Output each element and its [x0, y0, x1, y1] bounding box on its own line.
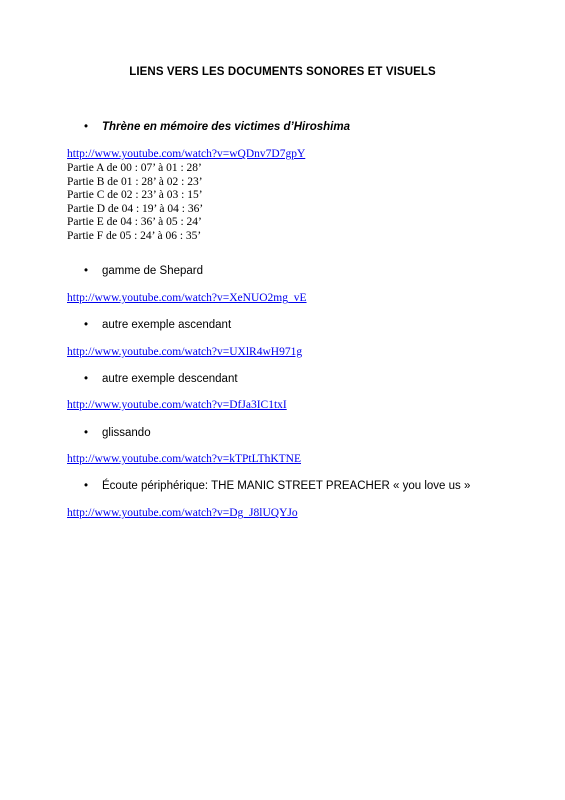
section-heading-text: autre exemple ascendant [102, 319, 232, 331]
bullet-icon: • [84, 427, 89, 439]
bullet-icon: • [84, 480, 89, 492]
part-a-line: Partie A de 00 : 07’ à 01 : 28’ [67, 162, 202, 174]
section-heading-hiroshima [84, 121, 350, 133]
section-heading-glissando [84, 427, 151, 439]
parts-list [67, 162, 203, 244]
section-heading-ascendant [84, 319, 231, 331]
bullet-icon: • [84, 373, 89, 385]
section-heading-ecoute [84, 480, 470, 492]
bullet-icon: • [84, 121, 89, 133]
section-heading-text: gamme de Shepard [102, 265, 204, 277]
section-heading-text: Thrène en mémoire des victimes d’Hiroshima [102, 121, 350, 133]
section-heading-text: autre exemple descendant [102, 373, 238, 385]
youtube-link-glissando[interactable]: http://www.youtube.com/watch?v=kTPtLThKTNE [67, 453, 302, 465]
part-d-line: Partie D de 04 : 19’ à 04 : 36’ [67, 202, 204, 215]
part-b-line: Partie B de 01 : 28’ à 02 : 23’ [67, 175, 203, 188]
part-f-line: Partie F de 05 : 24’ à 06 : 35’ [67, 229, 202, 242]
youtube-link-hiroshima[interactable]: http://www.youtube.com/watch?v=wQDnv7D7gpY [67, 148, 306, 160]
document-title: LIENS VERS LES DOCUMENTS SONORES ET VISUELS [129, 66, 436, 78]
youtube-link-shepard[interactable]: http://www.youtube.com/watch?v=XeNUO2mg_vE [67, 292, 307, 304]
section-heading-text: glissando [102, 427, 151, 439]
section-heading-descendant [84, 373, 238, 385]
youtube-link-ascendant[interactable]: http://www.youtube.com/watch?v=UXlR4wH971g [67, 346, 303, 358]
section-heading-shepard [84, 265, 203, 277]
section-heading-text: Écoute périphérique: THE MANIC STREET PREACHER « you love us » [102, 480, 471, 492]
part-e-line: Partie E de 04 : 36’ à 05 : 24’ [67, 216, 202, 229]
youtube-link-descendant[interactable]: http://www.youtube.com/watch?v=DfJa3IC1txI [67, 399, 287, 411]
bullet-icon: • [84, 319, 89, 331]
bullet-icon: • [84, 265, 89, 277]
part-c-line: Partie C de 02 : 23’ à 03 : 15’ [67, 189, 203, 202]
youtube-link-ecoute[interactable]: http://www.youtube.com/watch?v=Dg_J8lUQYJo [67, 507, 298, 519]
